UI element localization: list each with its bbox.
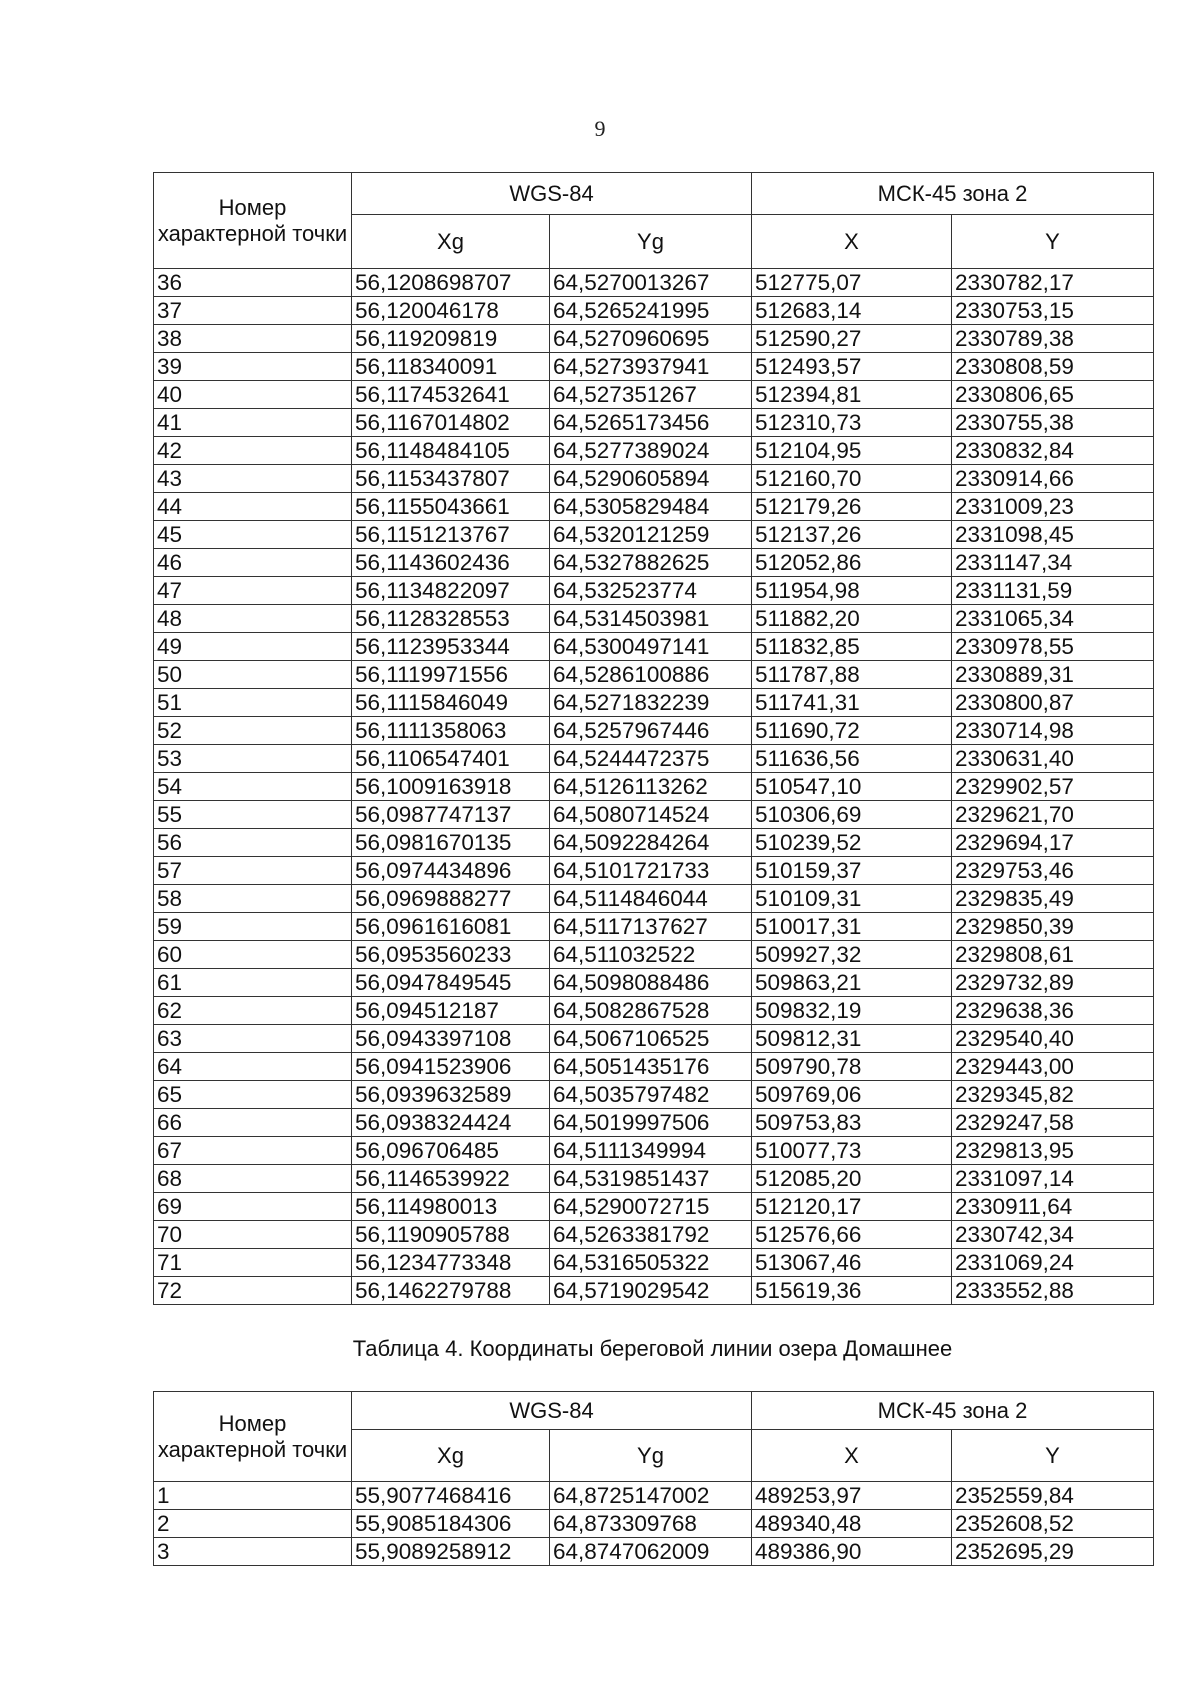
yg-cell: 64,873309768 <box>550 1510 752 1538</box>
yg-cell: 64,527351267 <box>550 381 752 409</box>
yg-cell: 64,8725147002 <box>550 1482 752 1510</box>
xg-cell: 56,0953560233 <box>352 941 550 969</box>
header-point-number: Номер характерной точки <box>154 173 352 269</box>
table-row <box>154 1193 1154 1221</box>
xg-cell: 56,1208698707 <box>352 269 550 297</box>
point-number-cell: 69 <box>154 1193 352 1221</box>
xg-cell: 56,1167014802 <box>352 409 550 437</box>
xg-cell: 56,0938324424 <box>352 1109 550 1137</box>
header-wgs84: WGS-84 <box>352 1392 752 1430</box>
point-number-cell: 54 <box>154 773 352 801</box>
header-y: Y <box>952 1430 1154 1482</box>
yg-cell: 64,5244472375 <box>550 745 752 773</box>
yg-cell: 64,5290605894 <box>550 465 752 493</box>
x-cell: 509753,83 <box>752 1109 952 1137</box>
xg-cell: 56,1134822097 <box>352 577 550 605</box>
table-row <box>154 325 1154 353</box>
yg-cell: 64,5319851437 <box>550 1165 752 1193</box>
table-row <box>154 549 1154 577</box>
table-row <box>154 689 1154 717</box>
point-number-cell: 1 <box>154 1482 352 1510</box>
xg-cell: 56,114980013 <box>352 1193 550 1221</box>
x-cell: 510109,31 <box>752 885 952 913</box>
point-number-cell: 58 <box>154 885 352 913</box>
header-x: X <box>752 1430 952 1482</box>
table-row <box>154 465 1154 493</box>
yg-cell: 64,5273937941 <box>550 353 752 381</box>
table-row <box>154 745 1154 773</box>
x-cell: 510077,73 <box>752 1137 952 1165</box>
yg-cell: 64,5111349994 <box>550 1137 752 1165</box>
x-cell: 512160,70 <box>752 465 952 493</box>
point-number-cell: 39 <box>154 353 352 381</box>
table-row <box>154 1538 1154 1566</box>
y-cell: 2352608,52 <box>952 1510 1154 1538</box>
x-cell: 511690,72 <box>752 717 952 745</box>
x-cell: 509769,06 <box>752 1081 952 1109</box>
header-xg: Xg <box>352 215 550 269</box>
header-point-number: Номер характерной точки <box>154 1392 352 1482</box>
y-cell: 2329621,70 <box>952 801 1154 829</box>
table-row <box>154 1510 1154 1538</box>
yg-cell: 64,5101721733 <box>550 857 752 885</box>
table-body <box>154 1482 1154 1566</box>
x-cell: 510306,69 <box>752 801 952 829</box>
y-cell: 2331069,24 <box>952 1249 1154 1277</box>
y-cell: 2333552,88 <box>952 1277 1154 1305</box>
point-number-cell: 62 <box>154 997 352 1025</box>
xg-cell: 56,1153437807 <box>352 465 550 493</box>
y-cell: 2329638,36 <box>952 997 1154 1025</box>
yg-cell: 64,5286100886 <box>550 661 752 689</box>
xg-cell: 56,1143602436 <box>352 549 550 577</box>
point-number-cell: 48 <box>154 605 352 633</box>
table-row <box>154 885 1154 913</box>
y-cell: 2330911,64 <box>952 1193 1154 1221</box>
x-cell: 511954,98 <box>752 577 952 605</box>
table-row <box>154 773 1154 801</box>
xg-cell: 55,9089258912 <box>352 1538 550 1566</box>
header-x: X <box>752 215 952 269</box>
x-cell: 489340,48 <box>752 1510 952 1538</box>
table-row <box>154 1109 1154 1137</box>
x-cell: 509927,32 <box>752 941 952 969</box>
xg-cell: 56,1146539922 <box>352 1165 550 1193</box>
table-row <box>154 633 1154 661</box>
point-number-cell: 71 <box>154 1249 352 1277</box>
x-cell: 515619,36 <box>752 1277 952 1305</box>
x-cell: 512394,81 <box>752 381 952 409</box>
table-row <box>154 969 1154 997</box>
table-row <box>154 493 1154 521</box>
x-cell: 510547,10 <box>752 773 952 801</box>
yg-cell: 64,5126113262 <box>550 773 752 801</box>
yg-cell: 64,5019997506 <box>550 1109 752 1137</box>
y-cell: 2329808,61 <box>952 941 1154 969</box>
yg-cell: 64,5114846044 <box>550 885 752 913</box>
xg-cell: 55,9085184306 <box>352 1510 550 1538</box>
table-row <box>154 1025 1154 1053</box>
xg-cell: 56,1151213767 <box>352 521 550 549</box>
y-cell: 2330789,38 <box>952 325 1154 353</box>
y-cell: 2331009,23 <box>952 493 1154 521</box>
x-cell: 512137,26 <box>752 521 952 549</box>
x-cell: 512085,20 <box>752 1165 952 1193</box>
point-number-cell: 64 <box>154 1053 352 1081</box>
yg-cell: 64,5082867528 <box>550 997 752 1025</box>
y-cell: 2329540,40 <box>952 1025 1154 1053</box>
xg-cell: 56,0969888277 <box>352 885 550 913</box>
page-number: 9 <box>594 116 606 141</box>
yg-cell: 64,511032522 <box>550 941 752 969</box>
coordinates-table-continued <box>153 172 1154 1305</box>
y-cell: 2331131,59 <box>952 577 1154 605</box>
xg-cell: 56,1128328553 <box>352 605 550 633</box>
y-cell: 2331097,14 <box>952 1165 1154 1193</box>
x-cell: 512493,57 <box>752 353 952 381</box>
y-cell: 2330742,34 <box>952 1221 1154 1249</box>
yg-cell: 64,5257967446 <box>550 717 752 745</box>
point-number-cell: 50 <box>154 661 352 689</box>
xg-cell: 56,0947849545 <box>352 969 550 997</box>
point-number-cell: 66 <box>154 1109 352 1137</box>
xg-cell: 56,1009163918 <box>352 773 550 801</box>
point-number-cell: 67 <box>154 1137 352 1165</box>
yg-cell: 64,5316505322 <box>550 1249 752 1277</box>
yg-cell: 64,5092284264 <box>550 829 752 857</box>
xg-cell: 56,1462279788 <box>352 1277 550 1305</box>
xg-cell: 56,0981670135 <box>352 829 550 857</box>
yg-cell: 64,5080714524 <box>550 801 752 829</box>
xg-cell: 56,096706485 <box>352 1137 550 1165</box>
table-row <box>154 941 1154 969</box>
xg-cell: 56,0943397108 <box>352 1025 550 1053</box>
header-yg: Yg <box>550 215 752 269</box>
x-cell: 512775,07 <box>752 269 952 297</box>
y-cell: 2329813,95 <box>952 1137 1154 1165</box>
x-cell: 513067,46 <box>752 1249 952 1277</box>
table-row <box>154 381 1154 409</box>
point-number-cell: 61 <box>154 969 352 997</box>
yg-cell: 64,5271832239 <box>550 689 752 717</box>
y-cell: 2330631,40 <box>952 745 1154 773</box>
xg-cell: 56,1119971556 <box>352 661 550 689</box>
xg-cell: 56,0941523906 <box>352 1053 550 1081</box>
y-cell: 2329902,57 <box>952 773 1154 801</box>
yg-cell: 64,5265173456 <box>550 409 752 437</box>
point-number-cell: 70 <box>154 1221 352 1249</box>
table-caption: Таблица 4. Координаты береговой линии озера Домашнее <box>352 1336 953 1361</box>
yg-cell: 64,5290072715 <box>550 1193 752 1221</box>
y-cell: 2330978,55 <box>952 633 1154 661</box>
y-cell: 2330806,65 <box>952 381 1154 409</box>
y-cell: 2352695,29 <box>952 1538 1154 1566</box>
header-wgs84: WGS-84 <box>352 173 752 215</box>
table-row <box>154 577 1154 605</box>
table-body <box>154 269 1154 1305</box>
table-row <box>154 353 1154 381</box>
x-cell: 511741,31 <box>752 689 952 717</box>
table-row <box>154 605 1154 633</box>
y-cell: 2330889,31 <box>952 661 1154 689</box>
xg-cell: 56,120046178 <box>352 297 550 325</box>
x-cell: 509790,78 <box>752 1053 952 1081</box>
y-cell: 2329835,49 <box>952 885 1154 913</box>
point-number-cell: 43 <box>154 465 352 493</box>
point-number-cell: 60 <box>154 941 352 969</box>
y-cell: 2329345,82 <box>952 1081 1154 1109</box>
x-cell: 509832,19 <box>752 997 952 1025</box>
shoreline-coordinates-table <box>153 1391 1154 1566</box>
xg-cell: 56,1106547401 <box>352 745 550 773</box>
point-number-cell: 53 <box>154 745 352 773</box>
table-row <box>154 1482 1154 1510</box>
xg-cell: 56,094512187 <box>352 997 550 1025</box>
y-cell: 2330808,59 <box>952 353 1154 381</box>
yg-cell: 64,5305829484 <box>550 493 752 521</box>
point-number-cell: 55 <box>154 801 352 829</box>
point-number-cell: 59 <box>154 913 352 941</box>
y-cell: 2329247,58 <box>952 1109 1154 1137</box>
header-msk45: МСК-45 зона 2 <box>752 173 1154 215</box>
y-cell: 2330832,84 <box>952 437 1154 465</box>
table-row <box>154 1137 1154 1165</box>
x-cell: 489386,90 <box>752 1538 952 1566</box>
table-row <box>154 997 1154 1025</box>
table-row <box>154 521 1154 549</box>
x-cell: 512590,27 <box>752 325 952 353</box>
point-number-cell: 41 <box>154 409 352 437</box>
x-cell: 511882,20 <box>752 605 952 633</box>
x-cell: 512104,95 <box>752 437 952 465</box>
x-cell: 510159,37 <box>752 857 952 885</box>
point-number-cell: 2 <box>154 1510 352 1538</box>
x-cell: 509863,21 <box>752 969 952 997</box>
point-number-cell: 44 <box>154 493 352 521</box>
yg-cell: 64,5051435176 <box>550 1053 752 1081</box>
xg-cell: 56,0987747137 <box>352 801 550 829</box>
xg-cell: 56,1148484105 <box>352 437 550 465</box>
table-row <box>154 1165 1154 1193</box>
xg-cell: 56,1174532641 <box>352 381 550 409</box>
x-cell: 510239,52 <box>752 829 952 857</box>
point-number-cell: 56 <box>154 829 352 857</box>
x-cell: 511832,85 <box>752 633 952 661</box>
table-row <box>154 1221 1154 1249</box>
table-row <box>154 437 1154 465</box>
yg-cell: 64,5327882625 <box>550 549 752 577</box>
table-row <box>154 1081 1154 1109</box>
point-number-cell: 57 <box>154 857 352 885</box>
point-number-cell: 65 <box>154 1081 352 1109</box>
yg-cell: 64,5270960695 <box>550 325 752 353</box>
xg-cell: 56,1234773348 <box>352 1249 550 1277</box>
x-cell: 510017,31 <box>752 913 952 941</box>
yg-cell: 64,5314503981 <box>550 605 752 633</box>
xg-cell: 56,1115846049 <box>352 689 550 717</box>
point-number-cell: 40 <box>154 381 352 409</box>
xg-cell: 56,1111358063 <box>352 717 550 745</box>
y-cell: 2331098,45 <box>952 521 1154 549</box>
x-cell: 512683,14 <box>752 297 952 325</box>
xg-cell: 56,119209819 <box>352 325 550 353</box>
point-number-cell: 36 <box>154 269 352 297</box>
point-number-cell: 51 <box>154 689 352 717</box>
yg-cell: 64,5263381792 <box>550 1221 752 1249</box>
y-cell: 2330714,98 <box>952 717 1154 745</box>
x-cell: 512310,73 <box>752 409 952 437</box>
point-number-cell: 47 <box>154 577 352 605</box>
yg-cell: 64,5035797482 <box>550 1081 752 1109</box>
x-cell: 511636,56 <box>752 745 952 773</box>
point-number-cell: 68 <box>154 1165 352 1193</box>
table-row <box>154 801 1154 829</box>
point-number-cell: 49 <box>154 633 352 661</box>
point-number-cell: 42 <box>154 437 352 465</box>
x-cell: 511787,88 <box>752 661 952 689</box>
yg-cell: 64,5270013267 <box>550 269 752 297</box>
header-msk45: МСК-45 зона 2 <box>752 1392 1154 1430</box>
xg-cell: 56,0974434896 <box>352 857 550 885</box>
y-cell: 2352559,84 <box>952 1482 1154 1510</box>
y-cell: 2330914,66 <box>952 465 1154 493</box>
table-row <box>154 1053 1154 1081</box>
yg-cell: 64,8747062009 <box>550 1538 752 1566</box>
y-cell: 2331147,34 <box>952 549 1154 577</box>
y-cell: 2329850,39 <box>952 913 1154 941</box>
table-row <box>154 409 1154 437</box>
header-xg: Xg <box>352 1430 550 1482</box>
yg-cell: 64,5117137627 <box>550 913 752 941</box>
yg-cell: 64,5320121259 <box>550 521 752 549</box>
yg-cell: 64,532523774 <box>550 577 752 605</box>
xg-cell: 56,1123953344 <box>352 633 550 661</box>
y-cell: 2331065,34 <box>952 605 1154 633</box>
y-cell: 2329694,17 <box>952 829 1154 857</box>
table-row <box>154 913 1154 941</box>
yg-cell: 64,5277389024 <box>550 437 752 465</box>
table-row <box>154 717 1154 745</box>
point-number-cell: 72 <box>154 1277 352 1305</box>
y-cell: 2330782,17 <box>952 269 1154 297</box>
x-cell: 512179,26 <box>752 493 952 521</box>
header-y: Y <box>952 215 1154 269</box>
table-row <box>154 661 1154 689</box>
x-cell: 489253,97 <box>752 1482 952 1510</box>
y-cell: 2329443,00 <box>952 1053 1154 1081</box>
x-cell: 512120,17 <box>752 1193 952 1221</box>
table-row <box>154 857 1154 885</box>
y-cell: 2330753,15 <box>952 297 1154 325</box>
point-number-cell: 52 <box>154 717 352 745</box>
xg-cell: 56,0939632589 <box>352 1081 550 1109</box>
x-cell: 512576,66 <box>752 1221 952 1249</box>
table-row <box>154 297 1154 325</box>
yg-cell: 64,5098088486 <box>550 969 752 997</box>
point-number-cell: 45 <box>154 521 352 549</box>
table-row <box>154 1277 1154 1305</box>
xg-cell: 56,0961616081 <box>352 913 550 941</box>
x-cell: 512052,86 <box>752 549 952 577</box>
yg-cell: 64,5265241995 <box>550 297 752 325</box>
y-cell: 2330800,87 <box>952 689 1154 717</box>
point-number-cell: 37 <box>154 297 352 325</box>
yg-cell: 64,5300497141 <box>550 633 752 661</box>
yg-cell: 64,5067106525 <box>550 1025 752 1053</box>
table-row <box>154 1249 1154 1277</box>
yg-cell: 64,5719029542 <box>550 1277 752 1305</box>
point-number-cell: 63 <box>154 1025 352 1053</box>
xg-cell: 56,1155043661 <box>352 493 550 521</box>
table-row <box>154 269 1154 297</box>
header-yg: Yg <box>550 1430 752 1482</box>
xg-cell: 56,118340091 <box>352 353 550 381</box>
table-row <box>154 829 1154 857</box>
xg-cell: 55,9077468416 <box>352 1482 550 1510</box>
point-number-cell: 46 <box>154 549 352 577</box>
y-cell: 2330755,38 <box>952 409 1154 437</box>
y-cell: 2329732,89 <box>952 969 1154 997</box>
x-cell: 509812,31 <box>752 1025 952 1053</box>
point-number-cell: 3 <box>154 1538 352 1566</box>
xg-cell: 56,1190905788 <box>352 1221 550 1249</box>
y-cell: 2329753,46 <box>952 857 1154 885</box>
point-number-cell: 38 <box>154 325 352 353</box>
